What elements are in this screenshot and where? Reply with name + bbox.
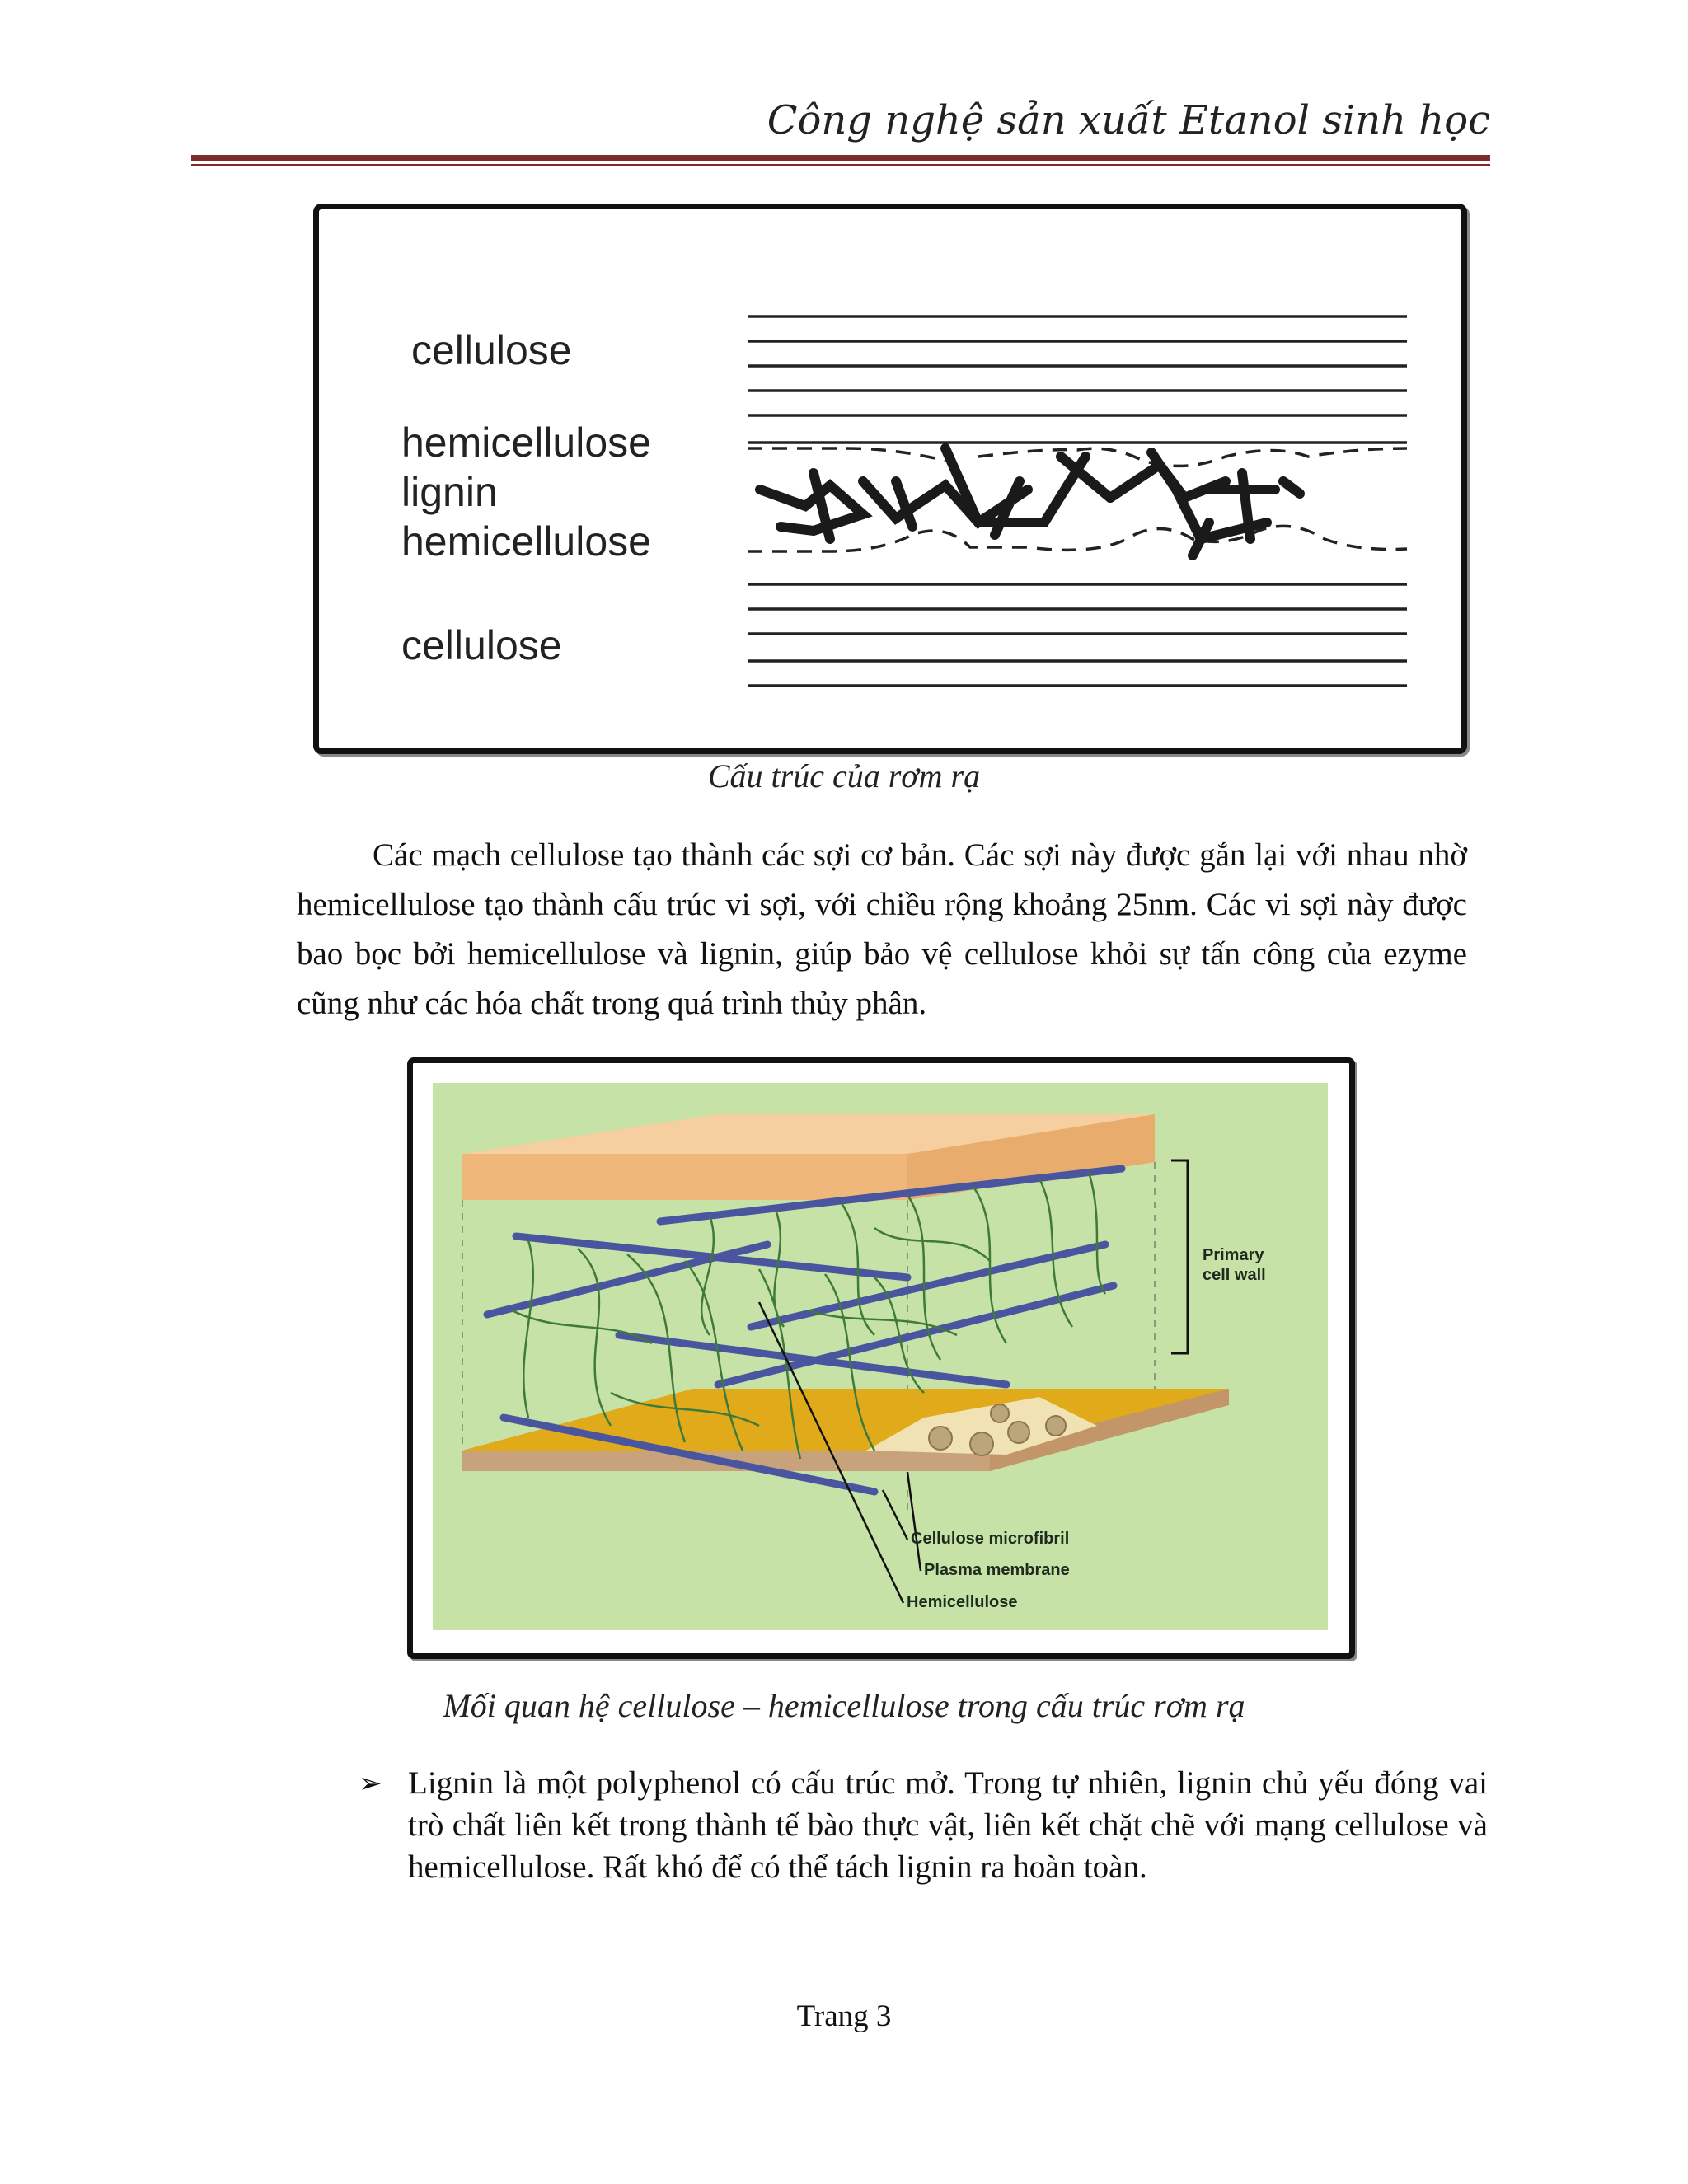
figure2-caption: Mối quan hệ cellulose – hemicellulose trong cấu trúc rơm rạ xyxy=(443,1687,1245,1724)
fig1-label-cellulose-bottom: cellulose xyxy=(401,622,562,668)
straw-structure-diagram xyxy=(319,209,1461,748)
bullet-text: Lignin là một polyphenol có cấu trúc mở. Trong tự nhiên, lignin chủ yếu đóng vai trò chất liên kết trong thành tế bào thực vật, liên kết chặt chẽ với mạng cellulose và hemicellulose. Rất khó để có thể tách lignin ra hoàn toàn. xyxy=(408,1765,1488,1885)
fig2-label-cellulose-microfibril: Cellulose microfibril xyxy=(911,1530,1070,1548)
body-paragraph: Các mạch cellulose tạo thành các sợi cơ bản. Các sợi này được gắn lại với nhau nhờ hemicellulose tạo thành cấu trúc vi sợi, với chiều rộng khoảng 25nm. Các vi sợi này được bao bọc bởi hemicellulose và lignin, giúp bảo vệ cellulose khỏi sự tấn công của ezyme cũng như các hóa chất trong quá trình thủy phân. xyxy=(297,837,1467,1021)
figure1-caption: Cấu trúc của rơm rạ xyxy=(707,757,981,794)
fig1-label-cellulose-top: cellulose xyxy=(411,327,572,373)
fig2-label-hemicellulose: Hemicellulose xyxy=(907,1593,1018,1611)
cell-wall-figure xyxy=(407,1057,1355,1659)
fig2-label-primary-cell-wall-2: cell wall xyxy=(1203,1266,1266,1284)
cell-wall-diagram xyxy=(413,1063,1349,1653)
page-header-title: Công nghệ sản xuất Etanol sinh học xyxy=(767,97,1490,143)
header-rule-thin xyxy=(191,164,1490,166)
fig2-label-primary-cell-wall-1: Primary xyxy=(1203,1246,1264,1264)
fig1-label-lignin: lignin xyxy=(401,469,498,515)
fig1-label-hemicellulose-bottom: hemicellulose xyxy=(401,518,651,565)
fig2-label-plasma-membrane: Plasma membrane xyxy=(924,1561,1070,1579)
fig1-label-hemicellulose-top: hemicellulose xyxy=(401,419,651,466)
page-number: Trang 3 xyxy=(796,1999,892,2033)
bullet-arrow-icon: ➢ xyxy=(359,1769,382,1799)
header-rule-thick xyxy=(191,155,1490,161)
straw-structure-figure xyxy=(313,204,1467,754)
